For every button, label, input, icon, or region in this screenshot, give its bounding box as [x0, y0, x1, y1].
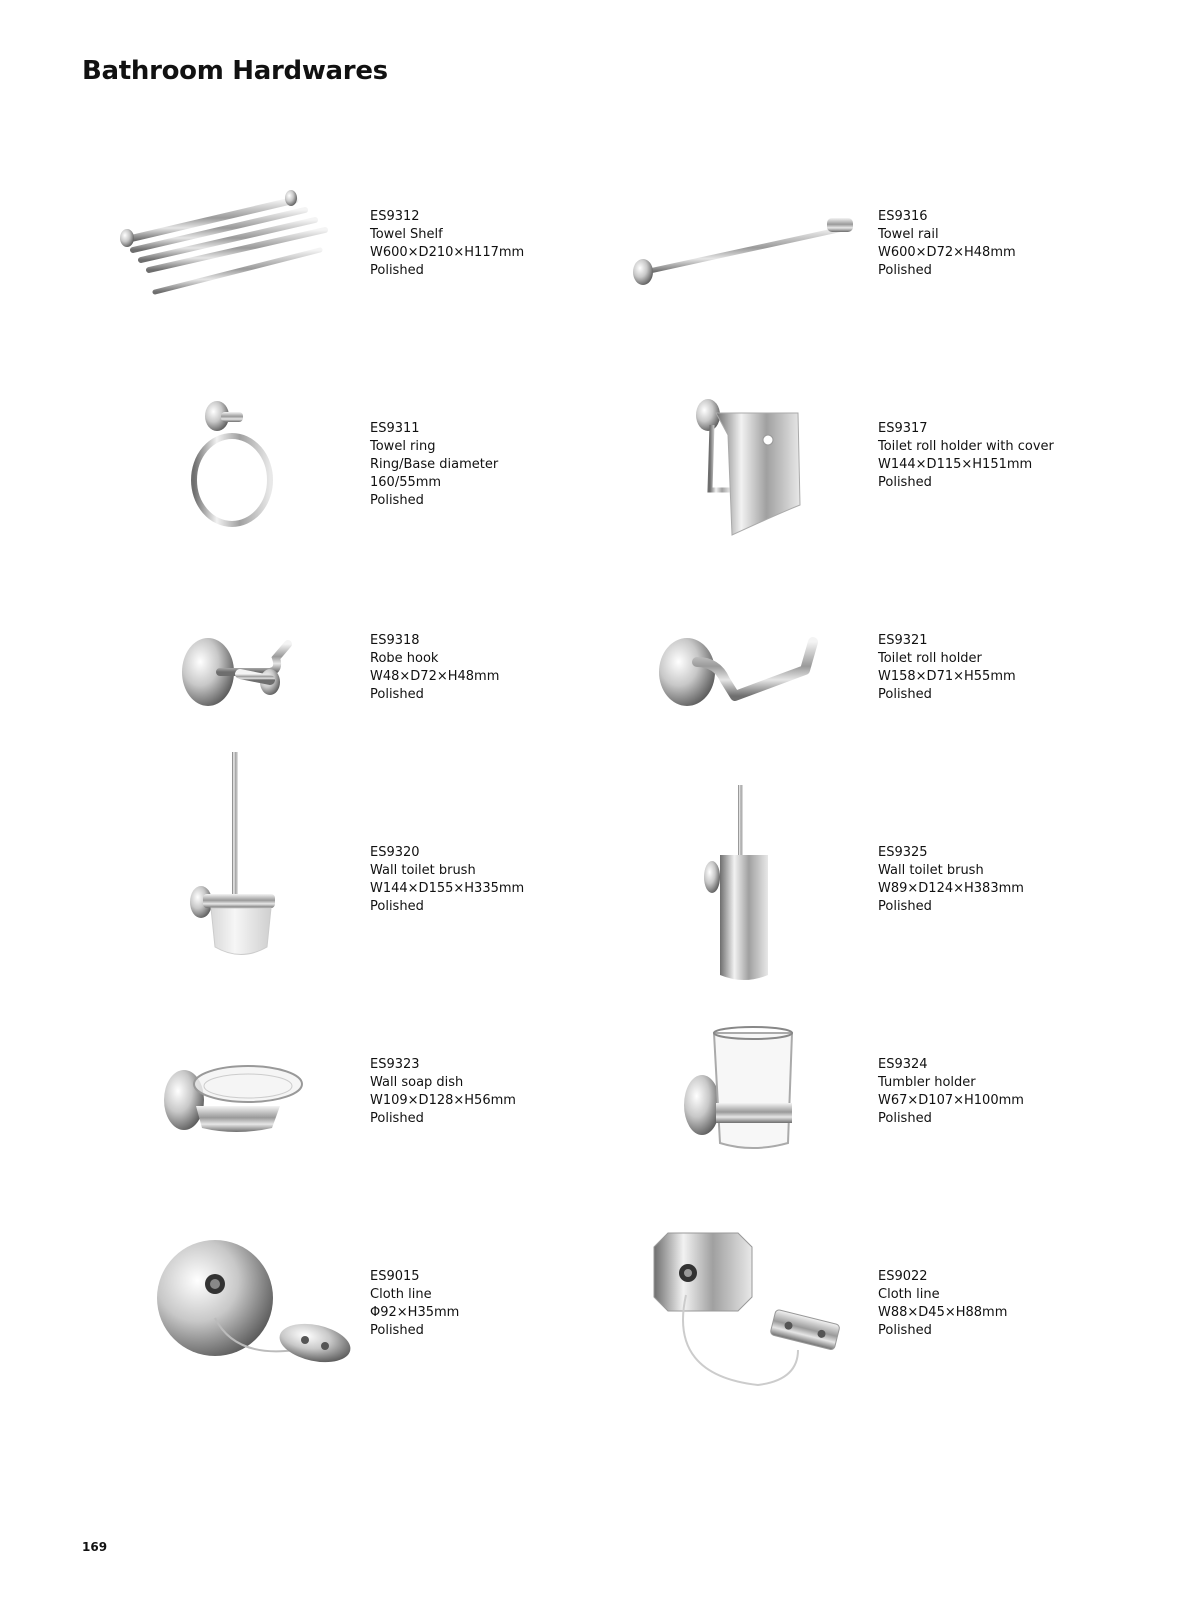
product-code: ES9015 [370, 1269, 420, 1284]
product-dimensions: Φ92×H35mm [370, 1305, 460, 1320]
product-finish: Polished [878, 1111, 932, 1126]
product-finish: Polished [878, 475, 932, 490]
product-name: Towel ring [370, 439, 436, 454]
product-code: ES9320 [370, 845, 420, 860]
product-code: ES9311 [370, 421, 420, 436]
product-code: ES9324 [878, 1057, 928, 1072]
product-dimensions: W600×D72×H48mm [878, 245, 1016, 260]
spec-block [878, 1268, 1007, 1340]
product-finish: Polished [878, 687, 932, 702]
product-name: Cloth line [878, 1287, 940, 1302]
product-code: ES9022 [878, 1269, 928, 1284]
product-dimensions: Ring/Base diameter [370, 457, 499, 472]
toilet-roll-holder-image [655, 630, 835, 710]
product-dimensions: W88×D45×H88mm [878, 1305, 1008, 1320]
spec-block [370, 632, 499, 704]
product-name: Toilet roll holder [878, 651, 982, 666]
spec-block [370, 1056, 516, 1128]
product-name: Cloth line [370, 1287, 432, 1302]
spec-block [370, 208, 524, 280]
product-finish: Polished [370, 263, 424, 278]
product-code: ES9316 [878, 209, 928, 224]
product-code: ES9321 [878, 633, 928, 648]
product-finish: Polished [370, 899, 424, 914]
product-finish: Polished [878, 899, 932, 914]
toilet-roll-holder-cover-image [690, 395, 820, 540]
product-finish: Polished [370, 1323, 424, 1338]
tumbler-holder-image [680, 1025, 800, 1155]
robe-hook-image [180, 630, 295, 710]
product-name: Wall toilet brush [878, 863, 984, 878]
product-code: ES9323 [370, 1057, 420, 1072]
product-dimensions: W48×D72×H48mm [370, 669, 500, 684]
page-number: 169 [82, 1540, 108, 1554]
product-finish: Polished [878, 1323, 932, 1338]
cloth-line-square-image [648, 1225, 843, 1395]
product-name: Wall toilet brush [370, 863, 476, 878]
product-code: ES9312 [370, 209, 420, 224]
product-name: Towel rail [878, 227, 939, 242]
page-title: Bathroom Hardwares [82, 56, 388, 86]
product-dimensions: W109×D128×H56mm [370, 1093, 516, 1108]
product-code: ES9325 [878, 845, 928, 860]
spec-block [370, 420, 498, 510]
spec-block [878, 420, 1054, 492]
product-code: ES9317 [878, 421, 928, 436]
product-name: Robe hook [370, 651, 439, 666]
spec-block [878, 844, 1024, 916]
product-dimensions: W158×D71×H55mm [878, 669, 1016, 684]
product-dimensions: W89×D124×H383mm [878, 881, 1024, 896]
product-dimensions: W144×D115×H151mm [878, 457, 1033, 472]
product-code: ES9318 [370, 633, 420, 648]
spec-block [878, 1056, 1024, 1128]
spec-block [878, 208, 1016, 280]
product-dimensions: W144×D155×H335mm [370, 881, 525, 896]
wall-toilet-brush-image [185, 752, 285, 962]
product-finish: Polished [370, 687, 424, 702]
product-name: Tumbler holder [878, 1075, 976, 1090]
product-name: Toilet roll holder with cover [878, 439, 1054, 454]
product-finish: Polished [370, 493, 424, 508]
product-finish: Polished [370, 1111, 424, 1126]
product-finish: Polished [878, 263, 932, 278]
product-dimensions: W67×D107×H100mm [878, 1093, 1024, 1108]
spec-block [370, 844, 524, 916]
towel-ring-image [185, 400, 285, 530]
product-dimensions-values: 160/55mm [370, 475, 442, 490]
wall-toilet-brush-cylinder-image [700, 785, 780, 985]
towel-rail-image [625, 210, 865, 290]
towel-shelf-image [115, 190, 355, 305]
spec-block [878, 632, 1016, 704]
product-name: Wall soap dish [370, 1075, 464, 1090]
product-dimensions: W600×D210×H117mm [370, 245, 525, 260]
wall-soap-dish-image [160, 1060, 305, 1140]
cloth-line-round-image [155, 1238, 355, 1373]
product-name: Towel Shelf [370, 227, 443, 242]
spec-block [370, 1268, 459, 1340]
